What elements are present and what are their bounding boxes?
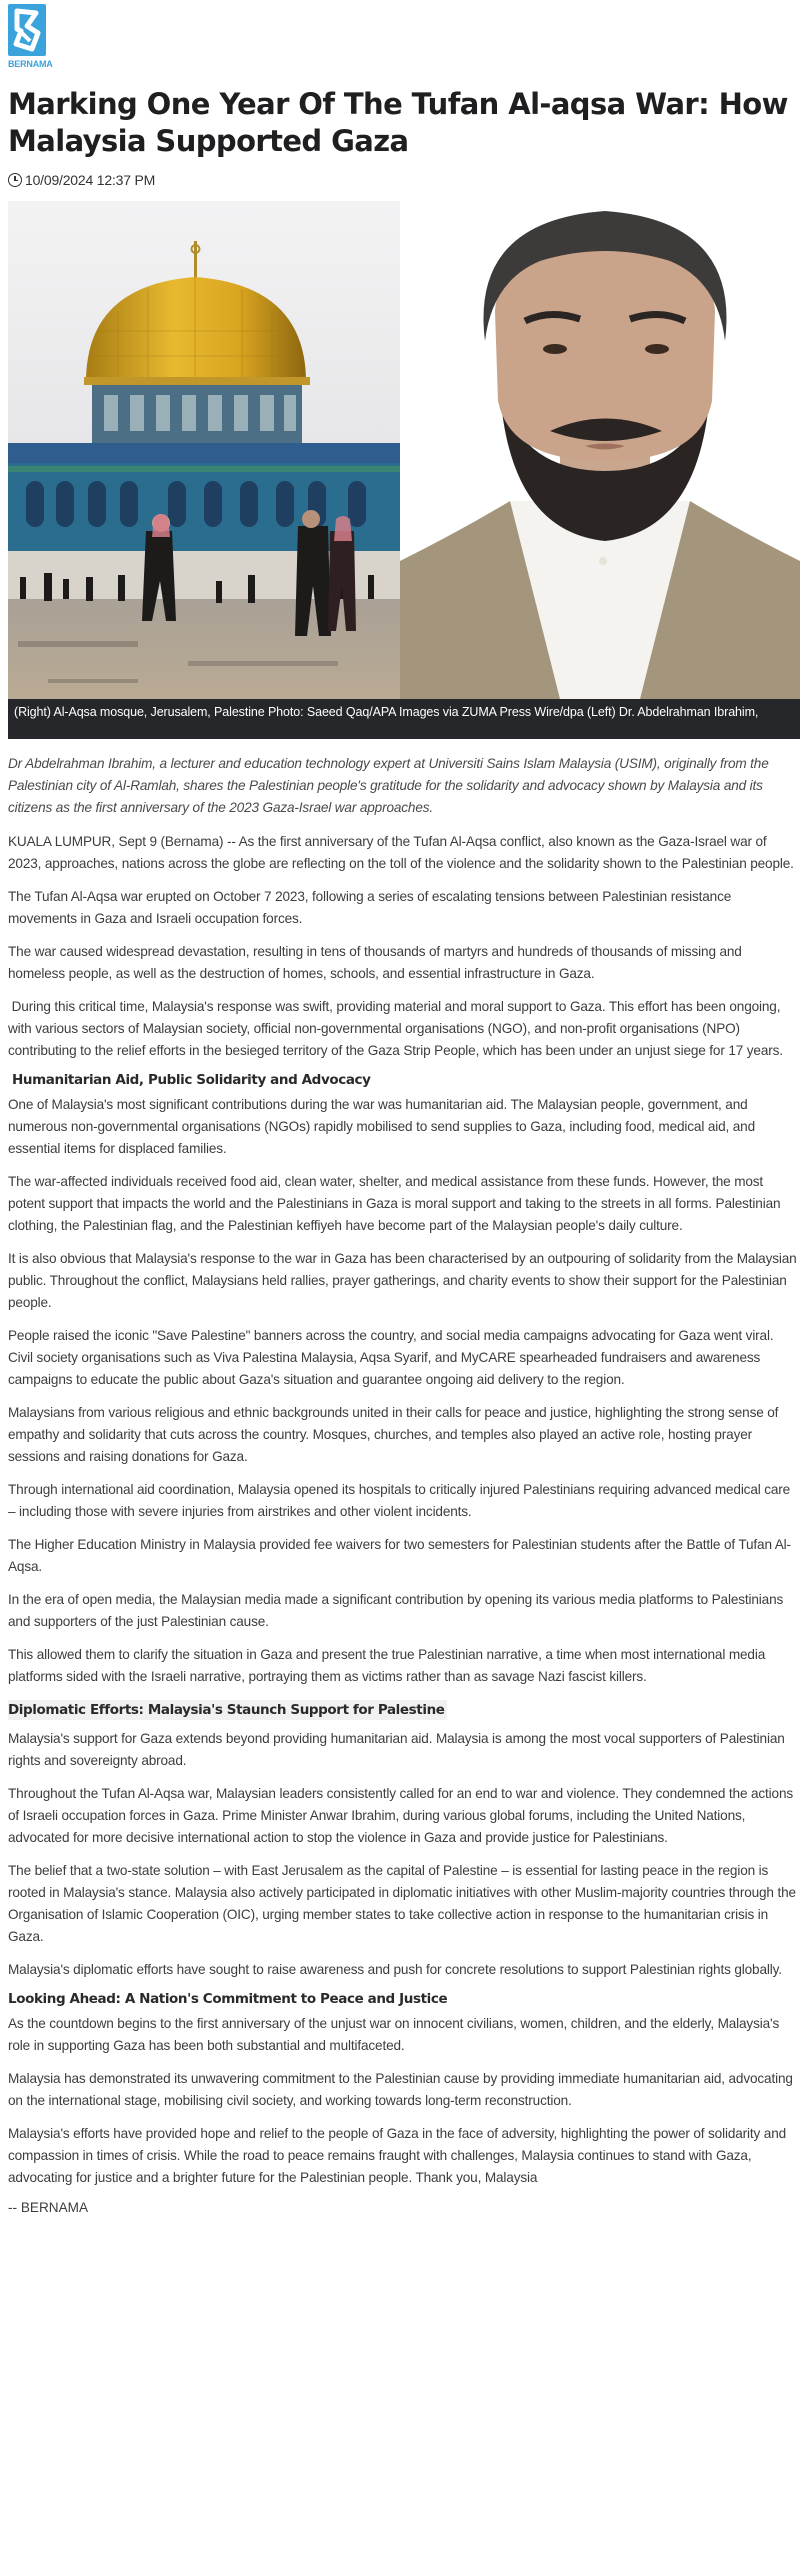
publish-date <box>8 168 801 192</box>
section-heading: Looking Ahead: A Nation's Commitment to Peace and Justice <box>8 1991 448 2007</box>
al-aqsa-mosque-photo <box>8 201 400 699</box>
bernama-logo[interactable] <box>8 4 53 74</box>
paragraph: KUALA LUMPUR, Sept 9 (Bernama) -- As the first anniversary of the Tufan Al-Aqsa conflict, also known as the Gaza-Israel war of 2023, approaches, nations across the globe are reflecting on the toll of the violence and the solidarity shown to the Palestinian people. <box>8 834 794 871</box>
section-heading: Humanitarian Aid, Public Solidarity and Advocacy <box>12 1072 371 1088</box>
article-figure <box>8 201 800 739</box>
paragraph: Throughout the Tufan Al-Aqsa war, Malaysian leaders consistently called for an end to war and violence. They condemned the actions of Israeli occupation forces in Gaza. Prime Minister Anwar Ibrahim, during various global forums, including the United Nations, advocated for more decisive international action to stop the violence in Gaza and provide justice for Palestinians. <box>8 1786 794 1845</box>
article-page <box>0 4 809 2215</box>
abdelrahman-ibrahim-portrait <box>400 201 800 699</box>
paragraph: The war caused widespread devastation, resulting in tens of thousands of martyrs and hundreds of thousands of missing and homeless people, as well as the destruction of homes, schools, and essential infrastructure in Gaza. <box>8 944 742 981</box>
logo-wordmark: BERNAMA <box>8 59 53 69</box>
bernama-b-logo-icon <box>8 4 46 56</box>
article-signoff: -- BERNAMA <box>8 2200 89 2215</box>
date-text: 10/09/2024 12:37 PM <box>25 172 156 188</box>
article-title: Marking One Year Of The Tufan Al-aqsa War: How Malaysia Supported Gaza <box>8 87 788 158</box>
image-caption: (Right) Al-Aqsa mosque, Jerusalem, Palestine Photo: Saeed Qaq/APA Images via ZUMA Press Wire/dpa (Left) Dr. Abdelrahman Ibrahim, <box>8 699 800 739</box>
article-lead: Dr Abdelrahman Ibrahim, a lecturer and education technology expert at Universiti Sains Islam Malaysia (USIM), originally from the Palestinian city of Al-Ramlah, shares the Palestinian people's gratitude for the solidarity and advocacy shown by Malaysia and its citizens as the first anniversary of the 2023 Gaza-Israel war approaches. <box>8 756 769 815</box>
paragraph: It is also obvious that Malaysia's response to the war in Gaza has been characterised by an outpouring of solidarity from the Malaysian public. Throughout the conflict, Malaysians held rallies, prayer gatherings, and charity events to show their support for the Palestinian people. <box>8 1251 797 1310</box>
paragraph: Malaysia's diplomatic efforts have sought to raise awareness and push for concrete resolutions to support Palestinian rights globally. <box>8 1962 782 1977</box>
paragraph: One of Malaysia's most significant contributions during the war was humanitarian aid. The Malaysian people, government, and numerous non-governmental organisations (NGOs) rapidly mobilised to send supplies to Gaza, including food, medical aid, and essential items for displaced families. <box>8 1097 755 1156</box>
paragraph: Malaysia's efforts have provided hope and relief to the people of Gaza in the face of adversity, highlighting the power of solidarity and compassion in times of crisis. While the road to peace remains fraught with challenges, Malaysia continues to stand with Gaza, advocating for justice and a brighter future for the Palestinian people. Thank you, Malaysia <box>8 2126 787 2185</box>
paragraph: The war-affected individuals received food aid, clean water, shelter, and medical assistance from these funds. However, the most potent support that impacts the world and the Palestinians in Gaza is moral support and taking to the streets in all forms. Palestinian clothing, the Palestinian flag, and the Palestinian keffiyeh have become part of the Malaysian people's daily culture. <box>8 1174 781 1233</box>
paragraph: During this critical time, Malaysia's response was swift, providing material and moral support to Gaza. This effort has been ongoing, with various sectors of Malaysian society, official non-governmental organisations (NGO), and non-profit organisations (NPO) contributing to the relief efforts in the besieged territory of the Gaza Strip People, which has been under an unjust siege for 17 years. <box>8 999 784 1058</box>
article-body <box>8 753 800 2215</box>
article-image[interactable] <box>8 201 800 699</box>
clock-icon <box>8 173 22 187</box>
paragraph: Malaysians from various religious and ethnic backgrounds united in their calls for peace and justice, highlighting the strong sense of empathy and solidarity that cuts across the country. Mosques, churches, and temples also played an active role, hosting prayer sessions and raising donations for Gaza. <box>8 1405 779 1464</box>
paragraph: The belief that a two-state solution – with East Jerusalem as the capital of Palestine – is essential for lasting peace in the region is rooted in Malaysia's stance. Malaysia also actively participated in diplomatic initiatives with other Muslim-majority countries through the Organisation of Islamic Cooperation (OIC), urging member states to take collective action in response to the humanitarian crisis in Gaza. <box>8 1863 796 1944</box>
paragraph: Malaysia has demonstrated its unwavering commitment to the Palestinian cause by providing immediate humanitarian aid, advocating on the international stage, mobilising civil society, and working towards long-term reconstruction. <box>8 2071 793 2108</box>
section-heading: Diplomatic Efforts: Malaysia's Staunch Support for Palestine <box>8 1702 445 1718</box>
paragraph: Malaysia's support for Gaza extends beyond providing humanitarian aid. Malaysia is among the most vocal supporters of Palestinian rights and sovereignty abroad. <box>8 1731 785 1768</box>
paragraph: The Tufan Al-Aqsa war erupted on October 7 2023, following a series of escalating tensions between Palestinian resistance movements in Gaza and Israeli occupation forces. <box>8 889 732 926</box>
paragraph: In the era of open media, the Malaysian media made a significant contribution by opening its various media platforms to Palestinians and supporters of the just Palestinian cause. <box>8 1592 784 1629</box>
paragraph: People raised the iconic "Save Palestine" banners across the country, and social media campaigns advocating for Gaza went viral. Civil society organisations such as Viva Palestina Malaysia, Aqsa Syarif, and MyCARE spearheaded fundraisers and awareness campaigns to educate the public about Gaza's situation and guarantee ongoing aid delivery to the region. <box>8 1328 774 1387</box>
paragraph: The Higher Education Ministry in Malaysia provided fee waivers for two semesters for Palestinian students after the Battle of Tufan Al-Aqsa. <box>8 1537 791 1574</box>
paragraph: Through international aid coordination, Malaysia opened its hospitals to critically injured Palestinians requiring advanced medical care – including those with severe injuries from airstrikes and other violent incidents. <box>8 1482 791 1519</box>
paragraph: As the countdown begins to the first anniversary of the unjust war on innocent civilians, women, children, and the elderly, Malaysia's role in supporting Gaza has been both substantial and multifaceted. <box>8 2016 780 2053</box>
paragraph: This allowed them to clarify the situation in Gaza and present the true Palestinian narrative, a time when most international media platforms sided with the Israeli narrative, portraying them as victims rather than as savage Nazi fascist killers. <box>8 1647 766 1684</box>
